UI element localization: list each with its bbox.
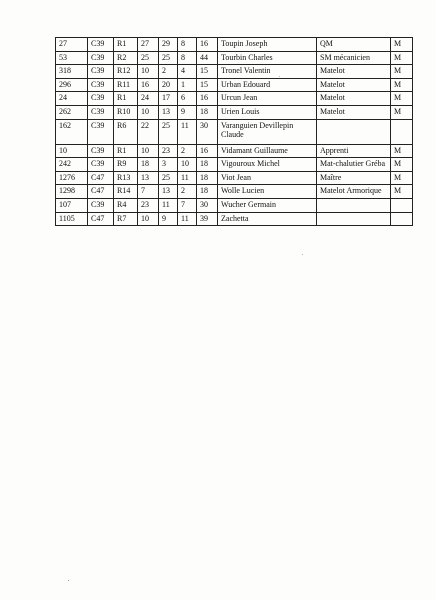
- cell-r: R1: [114, 92, 138, 106]
- cell-name: Vigouroux Michel: [218, 158, 317, 172]
- cell-age: 15: [197, 65, 218, 79]
- cell-class: C39: [88, 92, 114, 106]
- cell-class: C39: [88, 38, 114, 52]
- cell-role: Matelot: [317, 65, 391, 79]
- cell-r: R7: [114, 212, 138, 226]
- cell-sex: M: [391, 185, 413, 199]
- cell-name: Toupin Joseph: [218, 38, 317, 52]
- cell-num2: 2: [159, 65, 178, 79]
- cell-sex: [391, 212, 413, 226]
- cell-r: R13: [114, 171, 138, 185]
- cell-id: 162: [56, 119, 88, 144]
- cell-num1: 13: [138, 171, 159, 185]
- cell-role: [317, 212, 391, 226]
- table-row: [56, 119, 413, 144]
- cell-num2: 3: [159, 158, 178, 172]
- cell-id: 24: [56, 92, 88, 106]
- cell-num1: 10: [138, 105, 159, 119]
- cell-name: Tourbin Charles: [218, 51, 317, 65]
- cell-class: C47: [88, 212, 114, 226]
- cell-id: 10: [56, 144, 88, 158]
- cell-age: 16: [197, 38, 218, 52]
- cell-age: 18: [197, 185, 218, 199]
- cell-num3: 11: [178, 212, 197, 226]
- table-row: [56, 105, 413, 119]
- cell-age: 18: [197, 105, 218, 119]
- cell-role: [317, 198, 391, 212]
- cell-num3: 11: [178, 171, 197, 185]
- cell-sex: M: [391, 38, 413, 52]
- cell-sex: M: [391, 92, 413, 106]
- table-row: [56, 92, 413, 106]
- cell-num2: 25: [159, 171, 178, 185]
- cell-name: Tronel Valentin: [218, 65, 317, 79]
- cell-class: C47: [88, 185, 114, 199]
- cell-num2: 29: [159, 38, 178, 52]
- cell-role: Matelot: [317, 105, 391, 119]
- cell-num1: 25: [138, 51, 159, 65]
- table-row: [56, 212, 413, 226]
- cell-sex: M: [391, 144, 413, 158]
- cell-num3: 9: [178, 105, 197, 119]
- cell-sex: M: [391, 105, 413, 119]
- cell-age: 18: [197, 171, 218, 185]
- cell-r: R14: [114, 185, 138, 199]
- cell-role: Matelot Armorique: [317, 185, 391, 199]
- table-row: [56, 158, 413, 172]
- cell-name: Urcun Jean: [218, 92, 317, 106]
- cell-name: Urban Edouard: [218, 78, 317, 92]
- cell-sex: M: [391, 78, 413, 92]
- cell-r: R2: [114, 51, 138, 65]
- cell-sex: M: [391, 51, 413, 65]
- cell-sex: M: [391, 158, 413, 172]
- cell-r: R12: [114, 65, 138, 79]
- cell-num1: 7: [138, 185, 159, 199]
- table-row: [56, 78, 413, 92]
- cell-num2: 23: [159, 144, 178, 158]
- cell-num1: 24: [138, 92, 159, 106]
- cell-age: 18: [197, 158, 218, 172]
- cell-num3: 6: [178, 92, 197, 106]
- cell-num1: 10: [138, 212, 159, 226]
- cell-num1: 16: [138, 78, 159, 92]
- cell-num2: 11: [159, 198, 178, 212]
- cell-name: Urien Louis: [218, 105, 317, 119]
- cell-class: C39: [88, 119, 114, 144]
- cell-id: 318: [56, 65, 88, 79]
- cell-class: C39: [88, 105, 114, 119]
- cell-id: 1105: [56, 212, 88, 226]
- cell-name: Viot Jean: [218, 171, 317, 185]
- cell-r: R11: [114, 78, 138, 92]
- cell-class: C47: [88, 171, 114, 185]
- cell-role: [317, 119, 391, 144]
- cell-r: R1: [114, 144, 138, 158]
- cell-num2: 20: [159, 78, 178, 92]
- cell-id: 242: [56, 158, 88, 172]
- cell-num3: 7: [178, 198, 197, 212]
- cell-r: R1: [114, 38, 138, 52]
- cell-class: C39: [88, 144, 114, 158]
- cell-r: R4: [114, 198, 138, 212]
- cell-num2: 25: [159, 119, 178, 144]
- cell-age: 16: [197, 92, 218, 106]
- cell-class: C39: [88, 51, 114, 65]
- cell-r: R6: [114, 119, 138, 144]
- cell-r: R9: [114, 158, 138, 172]
- cell-role: Matelot: [317, 78, 391, 92]
- cell-num2: 25: [159, 51, 178, 65]
- cell-num2: 17: [159, 92, 178, 106]
- cell-role: Maître: [317, 171, 391, 185]
- cell-role: SM mécanicien: [317, 51, 391, 65]
- cell-class: C39: [88, 158, 114, 172]
- cell-num1: 10: [138, 65, 159, 79]
- cell-class: C39: [88, 78, 114, 92]
- cell-num2: 13: [159, 105, 178, 119]
- cell-sex: [391, 198, 413, 212]
- table-row: [56, 65, 413, 79]
- cell-num3: 4: [178, 65, 197, 79]
- cell-num1: 10: [138, 144, 159, 158]
- table-row: [56, 38, 413, 52]
- table-row: [56, 144, 413, 158]
- table-row: [56, 51, 413, 65]
- cell-sex: M: [391, 65, 413, 79]
- cell-num2: 9: [159, 212, 178, 226]
- cell-role: Mat-chalutier Gréba: [317, 158, 391, 172]
- cell-role: QM: [317, 38, 391, 52]
- cell-r: R10: [114, 105, 138, 119]
- cell-id: 107: [56, 198, 88, 212]
- cell-name: Vidamant Guillaume: [218, 144, 317, 158]
- table-row: [56, 171, 413, 185]
- cell-class: C39: [88, 198, 114, 212]
- cell-num1: 23: [138, 198, 159, 212]
- cell-age: 15: [197, 78, 218, 92]
- cell-id: 53: [56, 51, 88, 65]
- cell-class: C39: [88, 65, 114, 79]
- cell-id: 1298: [56, 185, 88, 199]
- cell-sex: [391, 119, 413, 144]
- cell-role: Apprenti: [317, 144, 391, 158]
- cell-name: Wucher Germain: [218, 198, 317, 212]
- cell-sex: M: [391, 171, 413, 185]
- cell-num1: 22: [138, 119, 159, 144]
- cell-num3: 1: [178, 78, 197, 92]
- cell-age: 39: [197, 212, 218, 226]
- cell-num3: 10: [178, 158, 197, 172]
- cell-num3: 2: [178, 144, 197, 158]
- table-row: [56, 185, 413, 199]
- cell-age: 30: [197, 198, 218, 212]
- cell-num3: 8: [178, 51, 197, 65]
- cell-age: 44: [197, 51, 218, 65]
- crew-register-table: [55, 37, 413, 226]
- cell-age: 16: [197, 144, 218, 158]
- cell-id: 262: [56, 105, 88, 119]
- cell-id: 27: [56, 38, 88, 52]
- cell-role: Matelot: [317, 92, 391, 106]
- cell-num1: 27: [138, 38, 159, 52]
- scan-speck: [68, 580, 69, 581]
- cell-name: Zachetta: [218, 212, 317, 226]
- cell-num2: 13: [159, 185, 178, 199]
- cell-id: 1276: [56, 171, 88, 185]
- cell-id: 296: [56, 78, 88, 92]
- table-row: [56, 198, 413, 212]
- cell-name: Varanguien Devillepin Claude: [218, 119, 317, 144]
- scan-speck: [279, 76, 280, 77]
- cell-num1: 18: [138, 158, 159, 172]
- scan-speck: [302, 254, 303, 255]
- cell-num3: 11: [178, 119, 197, 144]
- cell-name: Wolle Lucien: [218, 185, 317, 199]
- cell-age: 30: [197, 119, 218, 144]
- cell-num3: 8: [178, 38, 197, 52]
- cell-num3: 2: [178, 185, 197, 199]
